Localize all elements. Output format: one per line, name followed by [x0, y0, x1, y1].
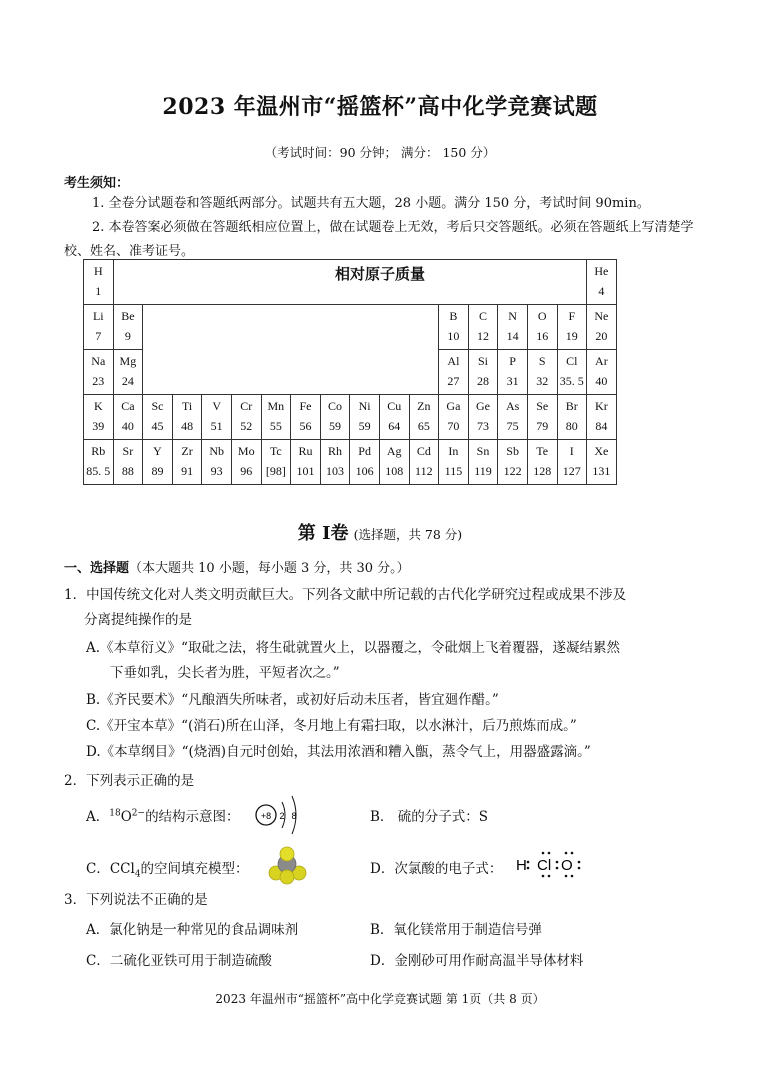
element-mass: 48 [181, 419, 194, 433]
element-mass: 10 [447, 329, 460, 343]
space-filling-model-icon [266, 846, 308, 886]
element-cell [84, 440, 114, 485]
element-mass: 52 [240, 419, 253, 433]
element-symbol: H [93, 264, 103, 278]
element-cell [439, 350, 469, 395]
question-2-option-d: D．次氯酸的电子式： [370, 861, 503, 877]
element-mass: 84 [595, 419, 608, 433]
nucleus-charge: +8 [260, 811, 272, 821]
question-1-option-b: B.《齐民要术》“凡酿酒失所味者，或初好后动未压者，皆宜廻作醋。” [86, 692, 499, 708]
element-symbol: In [448, 444, 459, 458]
element-mass: 28 [477, 374, 490, 388]
pt-gap [143, 305, 439, 395]
question-3-option-c: C．二硫化亚铁可用于制造硫酸 [86, 953, 272, 969]
element-symbol: Na [91, 354, 106, 368]
element-symbol: Ne [594, 309, 609, 323]
element-mass: 106 [355, 464, 374, 478]
question-1-option-d: D.《本草纲目》“(烧酒)自元时创始，其法用浓酒和糟入甑，蒸令气上，用器盛露滴。” [86, 744, 591, 760]
element-symbol: Sr [122, 444, 134, 458]
element-symbol: Y [153, 444, 162, 458]
element-mass: 101 [296, 464, 315, 478]
element-mass: 55 [269, 419, 282, 433]
element-cell [231, 395, 261, 440]
question-2-option-c [86, 857, 249, 880]
element-symbol: Zr [181, 444, 193, 458]
element-cell [113, 350, 143, 395]
element-cell [557, 350, 587, 395]
element-symbol: Ti [181, 399, 193, 413]
element-cell [172, 440, 202, 485]
question-2-stem: 2．下列表示正确的是 [64, 773, 195, 789]
element-mass: 64 [388, 419, 401, 433]
element-symbol: Cd [416, 444, 431, 458]
element-symbol: Mn [267, 399, 285, 413]
element-symbol: K [93, 399, 103, 413]
element-cell [113, 395, 143, 440]
element-cell [498, 350, 528, 395]
element-symbol: Ar [595, 354, 608, 368]
formula-subscript: 4 [134, 869, 141, 880]
element-cell [143, 395, 173, 440]
element-mass: 19 [565, 329, 578, 343]
element-cell [587, 440, 617, 485]
question-3-option-b: B．氧化镁常用于制造信号弹 [370, 922, 542, 938]
option-a-prefix: A． [86, 809, 110, 825]
element-cell [84, 395, 114, 440]
element-mass: 14 [506, 329, 519, 343]
element-cell [557, 395, 587, 440]
element-cell [527, 440, 557, 485]
element-mass: 9 [124, 329, 131, 343]
question-2-option-b: B． 硫的分子式：S [370, 809, 488, 825]
element-symbol: Se [536, 399, 549, 413]
element-symbol: He [594, 264, 609, 278]
element-cell [379, 395, 409, 440]
element-cell [498, 395, 528, 440]
element-symbol: Ag [386, 444, 402, 458]
element-mass: 32 [536, 374, 549, 388]
option-a-text: 的结构示意图： [145, 809, 240, 825]
section-title: 一、选择题 [64, 561, 130, 576]
element-mass: 128 [533, 464, 552, 478]
question-3-stem: 3．下列说法不正确的是 [64, 892, 208, 908]
element-cell [527, 305, 557, 350]
element-cell [172, 395, 202, 440]
element-cell [527, 395, 557, 440]
exam-title: 2023 年温州市“摇篮杯”高中化学竞赛试题 [162, 94, 598, 120]
page-footer: 2023 年温州市“摇篮杯”高中化学竞赛试题 第 1页（共 8 页） [215, 992, 545, 1006]
option-c-prefix: C．CCl [86, 861, 135, 877]
pt-row-5 [84, 440, 617, 485]
ion-charge: 2− [131, 808, 146, 819]
element-mass: 65 [417, 419, 430, 433]
element-symbol: Rb [91, 444, 106, 458]
element-symbol: V [212, 399, 221, 413]
question-2-option-a [86, 805, 240, 825]
element-cell [261, 395, 291, 440]
exam-info: （考试时间：90 分钟； 满分： 150 分） [264, 145, 496, 160]
atom-o: O [561, 857, 573, 874]
element-mass: 119 [474, 464, 492, 478]
element-cell [468, 305, 498, 350]
element-symbol: Ru [298, 444, 313, 458]
element-cell [557, 305, 587, 350]
element-symbol: Tc [269, 444, 282, 458]
element-cell [587, 395, 617, 440]
element-cell [587, 305, 617, 350]
option-c-text: 的空间填充模型： [140, 861, 249, 877]
element-mass: 40 [121, 419, 134, 433]
question-1-stem-line1: 1．中国传统文化对人类文明贡献巨大。下列各文献中所记载的古代化学研究过程或成果不涉及 [64, 587, 627, 603]
element-symbol: Mg [119, 354, 137, 368]
section-desc: （本大题共 10 小题，每小题 3 分，共 30 分。） [129, 561, 410, 576]
element-mass: 12 [477, 329, 490, 343]
pt-row-2 [84, 305, 617, 350]
notice-item-1: 1. 全卷分试题卷和答题纸两部分。试题共有五大题，28 小题。满分 150 分，考试时间 90min。 [92, 196, 650, 211]
element-cell [350, 440, 380, 485]
element-cell [498, 305, 528, 350]
element-mass: 112 [415, 464, 433, 478]
element-mass: 59 [358, 419, 371, 433]
element-cell [498, 440, 528, 485]
element-symbol: N [508, 309, 517, 323]
element-mass: 80 [565, 419, 578, 433]
element-mass: 27 [447, 374, 460, 388]
element-symbol: O [537, 309, 547, 323]
element-mass: 70 [447, 419, 460, 433]
notice-heading: 考生须知： [64, 176, 130, 191]
element-mass: 1 [95, 284, 102, 298]
element-mass: 23 [92, 374, 105, 388]
pt-row-4 [84, 395, 617, 440]
element-symbol: Be [121, 309, 135, 323]
element-symbol: S [538, 354, 546, 368]
element-cell [557, 440, 587, 485]
element-symbol: C [479, 309, 488, 323]
notice-item-2: 2. 本卷答案必须做在答题纸相应位置上，做在试题卷上无效，考后只交答题纸。必须在答题纸上写清楚学校、姓名、准考证号。 [64, 220, 694, 259]
element-mass: 103 [326, 464, 345, 478]
element-symbol: Fe [299, 399, 312, 413]
question-1-option-a: A.《本草衍义》“取砒之法，将生砒就置火上，以器覆之，令砒烟上飞着覆器，遂凝结累然 [86, 640, 620, 656]
element-mass: 40 [595, 374, 608, 388]
element-mass: 91 [181, 464, 194, 478]
element-cell [468, 395, 498, 440]
element-symbol: Sn [476, 444, 490, 458]
element-symbol: Ga [446, 399, 461, 413]
element-symbol: I [569, 444, 574, 458]
volume-title: 第 Ⅰ卷 [297, 523, 349, 544]
element-symbol: As [505, 399, 520, 413]
element-symbol: B [449, 309, 458, 323]
shell-2-electrons: 8 [291, 811, 297, 821]
element-symbol: Li [92, 309, 104, 323]
element-cell [379, 440, 409, 485]
element-symbol: Br [565, 399, 578, 413]
element-cell [409, 395, 439, 440]
element-mass: [98] [265, 464, 286, 478]
element-cell [202, 395, 232, 440]
element-mass: 85. 5 [86, 464, 111, 478]
element-mass: 16 [536, 329, 549, 343]
element-symbol: Ca [121, 399, 135, 413]
element-symbol: Kr [595, 399, 608, 413]
element-symbol: Mo [237, 444, 255, 458]
periodic-table [83, 259, 617, 485]
element-symbol: Rh [328, 444, 343, 458]
element-symbol: Cr [240, 399, 253, 413]
question-3-option-d: D．金刚砂可用作耐高温半导体材料 [370, 953, 584, 969]
element-cell [84, 350, 114, 395]
element-cell [439, 440, 469, 485]
question-1-stem-line2: 分离提纯操作的是 [84, 612, 192, 628]
element-cell [261, 440, 291, 485]
element-mass: 4 [598, 284, 605, 298]
element-mass: 7 [95, 329, 102, 343]
element-mass: 108 [385, 464, 404, 478]
element-symbol: Co [328, 399, 343, 413]
element-cell [439, 305, 469, 350]
element-cell [468, 440, 498, 485]
shell-1-electrons: 2 [279, 811, 285, 821]
volume-heading [0, 519, 760, 545]
element-symbol: Nb [209, 444, 224, 458]
element-mass: 59 [329, 419, 342, 433]
element-mass: 39 [92, 419, 105, 433]
element-mass: 79 [536, 419, 549, 433]
element-symbol: F [568, 309, 576, 323]
element-cell [439, 395, 469, 440]
element-symbol: Cu [387, 399, 402, 413]
element-cell [587, 350, 617, 395]
element-cell [468, 350, 498, 395]
section-heading [64, 557, 410, 576]
periodic-table-title: 相对原子质量 [334, 266, 425, 283]
element-mass: 24 [121, 374, 134, 388]
element-mass: 131 [592, 464, 611, 478]
element-mass: 45 [151, 419, 164, 433]
element-cell [143, 440, 173, 485]
element-cell [84, 305, 114, 350]
element-mass: 96 [240, 464, 253, 478]
element-symbol: Ge [476, 399, 491, 413]
element-mass: 88 [121, 464, 134, 478]
element-cell [291, 440, 321, 485]
element-cell [320, 440, 350, 485]
atom-cl: Cl [537, 857, 552, 874]
element-mass: 31 [506, 374, 519, 388]
element-symbol: Al [447, 354, 460, 368]
element-cell [409, 440, 439, 485]
element-mass: 122 [503, 464, 522, 478]
atom-h: H [516, 857, 527, 874]
element-cell [202, 440, 232, 485]
element-mass: 73 [477, 419, 490, 433]
element-symbol: Te [536, 444, 549, 458]
element-mass: 75 [506, 419, 519, 433]
element-mass: 56 [299, 419, 312, 433]
element-cell [113, 305, 143, 350]
question-1-option-a-cont: 下垂如乳，尖长者为胜，平短者次之。” [110, 665, 340, 681]
element-cell [231, 440, 261, 485]
element-mass: 51 [210, 419, 223, 433]
atom-structure-diagram [254, 790, 314, 840]
element-cell [320, 395, 350, 440]
element-symbol: Sb [506, 444, 519, 458]
element-mass: 35. 5 [559, 374, 584, 388]
question-3-option-a: A．氯化钠是一种常见的食品调味剂 [86, 922, 299, 938]
element-symbol: Ni [358, 399, 371, 413]
ion-symbol: O [120, 809, 132, 825]
element-cell [527, 350, 557, 395]
element-symbol: P [509, 354, 516, 368]
element-symbol: Xe [594, 444, 609, 458]
element-mass: 127 [562, 464, 581, 478]
element-mass: 20 [595, 329, 608, 343]
element-symbol: Cl [566, 354, 578, 368]
element-symbol: Sc [151, 399, 164, 413]
element-symbol: Zn [417, 399, 431, 413]
element-mass: 115 [444, 464, 463, 478]
element-cell [113, 440, 143, 485]
mass-number: 18 [109, 808, 121, 819]
element-mass: 89 [151, 464, 164, 478]
question-1-option-c: C.《开宝本草》“(消石)所在山泽，冬月地上有霜扫取，以水淋汁，后乃煎炼而成。” [86, 718, 577, 734]
element-symbol: Si [478, 354, 489, 368]
volume-subtitle: (选择题，共 78 分) [353, 527, 463, 542]
electron-formula [514, 849, 586, 879]
element-cell [291, 395, 321, 440]
element-symbol: Pd [358, 444, 371, 458]
element-mass: 93 [210, 464, 223, 478]
element-cell [350, 395, 380, 440]
